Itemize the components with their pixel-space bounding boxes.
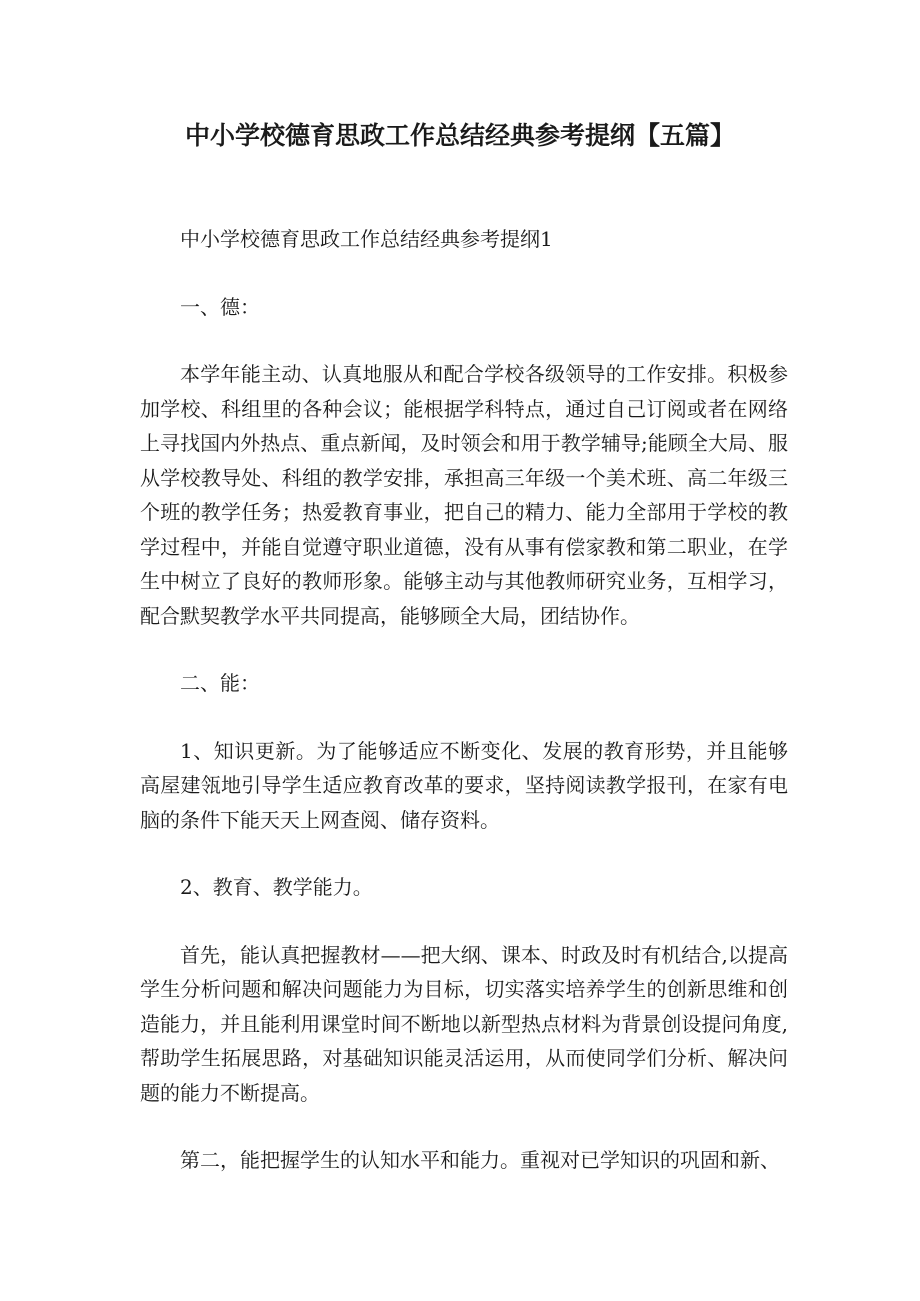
subheading-de: 一、德： (180, 294, 260, 319)
document-body (140, 222, 788, 1211)
subheading-teaching-ability: 2、教育、教学能力。 (180, 875, 373, 899)
paragraph-de: 本学年能主动、认真地服从和配合学校各级领导的工作安排。积极参加学校、科组里的各种会议；能根据学科特点，通过自己订阅或者在网络上寻找国内外热点、重点新闻，及时领会和用于教学辅导;能顾全大局、服从学校教导处、科组的教学安排，承担高三年级一个美术班、高二年级三个班的教学任务；热爱教育事业，把自己的精力、能力全部用于学校的教学过程中，并能自觉遵守职业道德，没有从事有偿家教和第二职业，在学生中树立了良好的教师形象。能够主动与其他教师研究业务，互相学习，配合默契教学水平共同提高，能够顾全大局，团结协作。 (140, 362, 788, 628)
subheading-neng: 二、能： (180, 671, 260, 695)
paragraph-knowledge-update: 1、知识更新。为了能够适应不断变化、发展的教育形势，并且能够高屋建瓴地引导学生适应教育改革的要求，坚持阅读教学报刊，在家有电脑的条件下能天天上网查阅、储存资料。 (140, 738, 788, 832)
paragraph-first: 首先，能认真把握教材——把大纲、课本、时政及时有机结合,以提高学生分析问题和解决问题能力为目标，切实落实培养学生的创新思维和创造能力，并且能利用课堂时间不断地以新型热点材料为背景创设提问角度,帮助学生拓展思路，对基础知识能灵活运用，从而使同学们分析、解决问题的能力不断提高。 (140, 942, 788, 1105)
paragraph-second: 第二，能把握学生的认知水平和能力。重视对已学知识的巩固和新、 (180, 1148, 780, 1172)
document-title: 中小学校德育思政工作总结经典参考提纲【五篇】 (184, 121, 735, 150)
section-heading-1: 中小学校德育思政工作总结经典参考提纲1 (180, 227, 553, 251)
